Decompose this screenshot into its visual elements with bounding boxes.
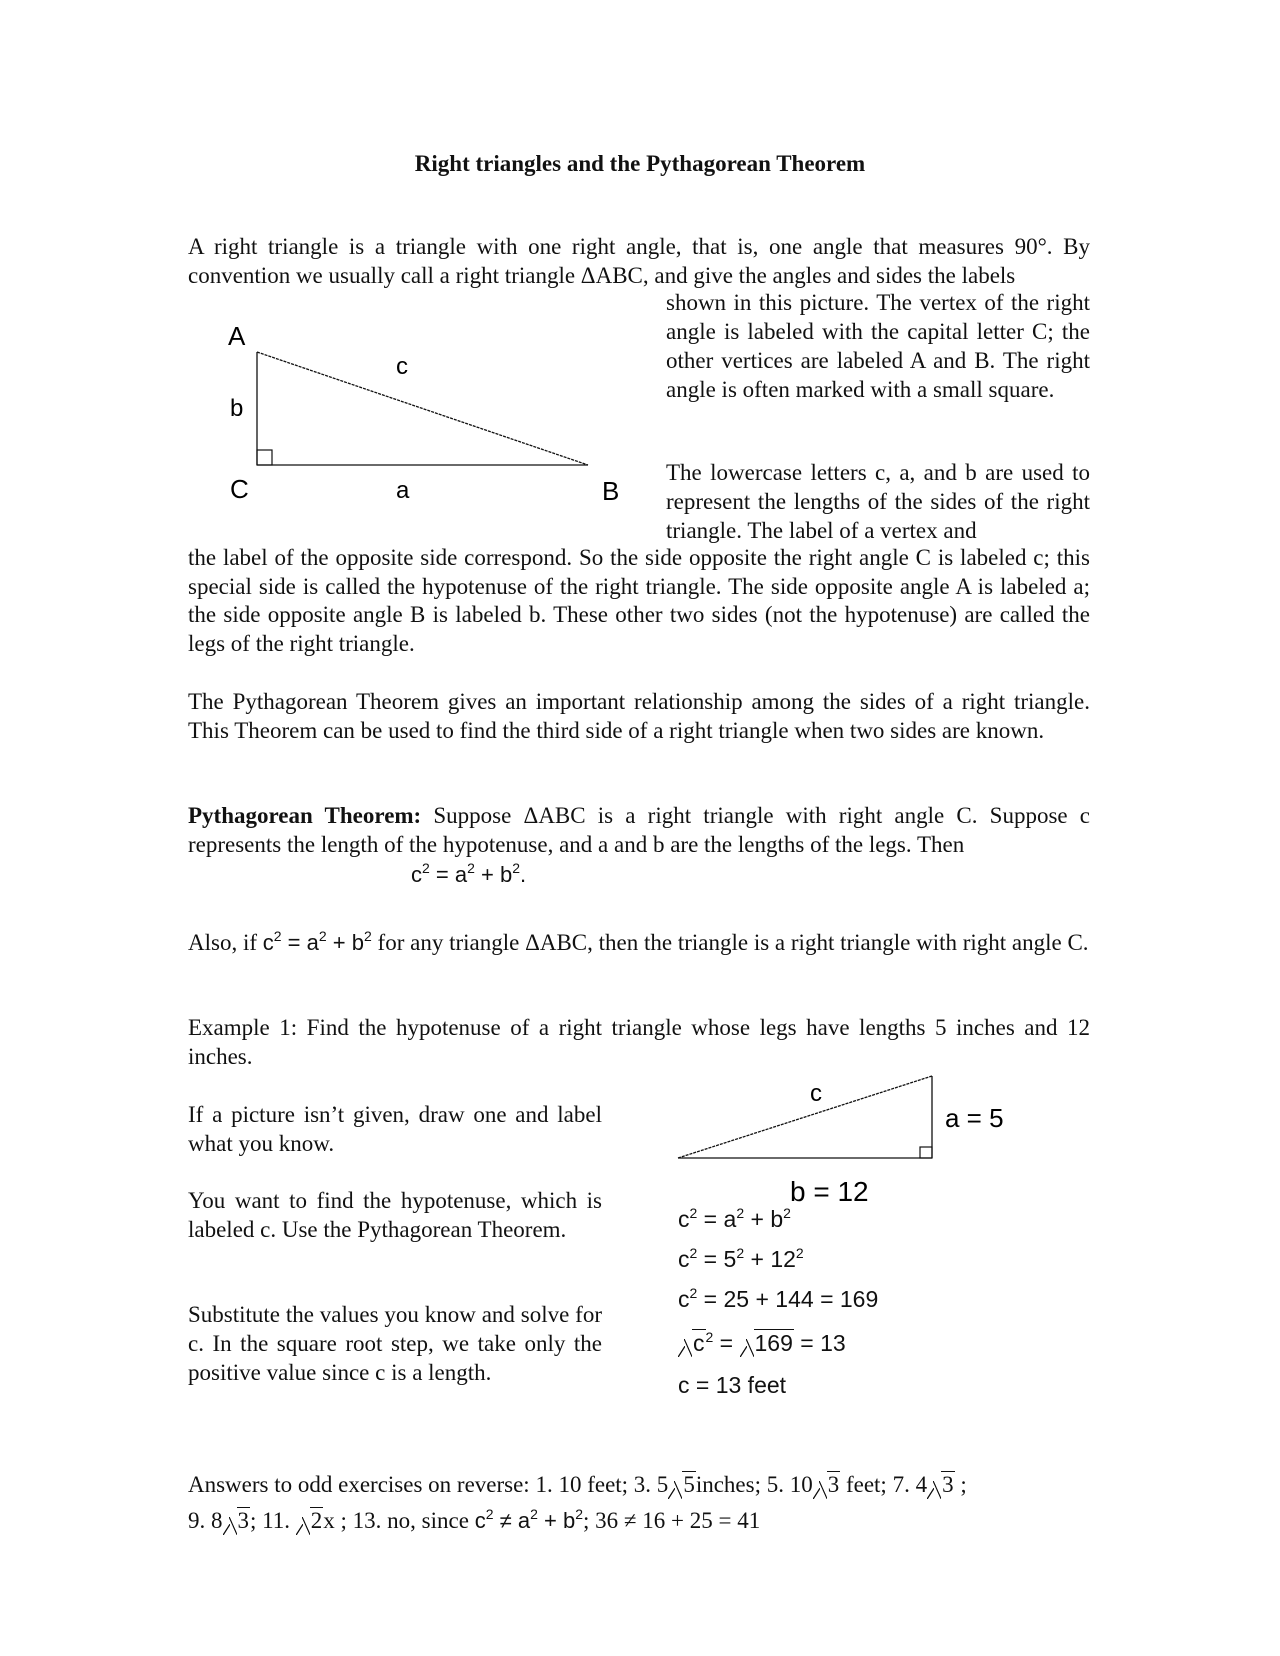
theorem-text: Suppose ΔABC is a right triangle with right angle C. Suppose c represents the length of the hypotenuse, and a and b are the lengths of the legs. Then — [188, 803, 1090, 857]
example-hyp-label: c — [810, 1080, 822, 1107]
theorem-label: Pythagorean Theorem: — [188, 803, 422, 828]
step-1: $c^2 = a^2 + b^2$ — [678, 1205, 791, 1232]
answers-line-2: 9. 8 3; 11. 2x ; 13. no, since $c^2 \ne a^2 + b^2$; 36 ≠ 16 + 25 = 41 — [188, 1506, 761, 1533]
side-paragraph-1: shown in this picture. The vertex of the right angle is labeled with the capital letter C; the other vertices are labeled A and B. The right angle is often marked with a small square. — [666, 290, 1090, 402]
right-triangle-diagram — [210, 315, 630, 515]
step-2: $c^2 = 5^2 + 12^2$ — [678, 1245, 804, 1272]
relationship-paragraph: The Pythagorean Theorem gives an important relationship among the sides of a right triangle. This Theorem can be used to find the third side of a right triangle when two sides are known. — [188, 689, 1090, 743]
step-5: c = 13 feet — [678, 1372, 787, 1398]
step-3: $c^2 = 25 + 144 = 169$ — [678, 1285, 879, 1312]
example-leg-b-label: b = 12 — [790, 1176, 869, 1207]
hypotenuse-line — [257, 352, 588, 465]
example-right-angle-marker — [920, 1147, 932, 1158]
example-hypotenuse-line — [678, 1076, 932, 1158]
page-title: Right triangles and the Pythagorean Theorem — [414, 151, 866, 176]
example-1-prompt: Example 1: Find the hypotenuse of a right triangle whose legs have lengths 5 inches and 12 inches. — [188, 1015, 1090, 1069]
example-tip-draw: If a picture isn’t given, draw one and label what you know. — [188, 1102, 602, 1156]
vertex-a-label: A — [228, 321, 246, 351]
step-4: $c^2 = 169 = 13$ — [678, 1330, 846, 1357]
theorem-equation: $c^2 = a^2 + b^2$. — [411, 860, 527, 887]
example-tip-substitute: Substitute the values you know and solve for c. In the square root step, we take only the positive value since c is a length. — [188, 1302, 602, 1385]
side-b-label: b — [230, 395, 244, 422]
converse-equation: $c^2 = a^2 + b^2$ — [262, 928, 372, 955]
answers-line-1: Answers to odd exercises on reverse: 1. 10 feet; 3. 5 5inches; 5. 10 3 feet; 7. 4 3 ; — [188, 1472, 967, 1497]
right-angle-marker — [257, 450, 272, 465]
vertex-b-label: B — [602, 476, 620, 506]
converse-paragraph: Also, if $c^2 = a^2 + b^2$ for any triangle ΔABC, then the triangle is a right triangle with right angle C. — [188, 928, 1089, 955]
example-leg-a-label: a = 5 — [945, 1103, 1004, 1133]
example-triangle-diagram — [670, 1070, 1030, 1210]
theorem-paragraph — [188, 802, 1090, 859]
side-a-label: a — [396, 477, 410, 504]
example-tip-hypotenuse: You want to find the hypotenuse, which is labeled c. Use the Pythagorean Theorem. — [188, 1188, 602, 1242]
vertex-c-label: C — [230, 474, 249, 504]
continuation-paragraph: the label of the opposite side correspond. So the side opposite the right angle C is labeled c; this special side is called the hypotenuse of the right triangle. The side opposite angle A is labeled a; the side opposite angle B is labeled b. These other two sides (not the hypotenuse) are called the legs of the right triangle. — [188, 545, 1090, 656]
side-paragraph-2: The lowercase letters c, a, and b are used to represent the lengths of the sides of the right triangle. The label of a vertex and — [666, 460, 1090, 543]
intro-paragraph: A right triangle is a triangle with one right angle, that is, one angle that measures 90°. By convention we usually call a right triangle ΔABC, and give the angles and sides the labels — [188, 234, 1090, 288]
side-c-label: c — [396, 353, 408, 380]
